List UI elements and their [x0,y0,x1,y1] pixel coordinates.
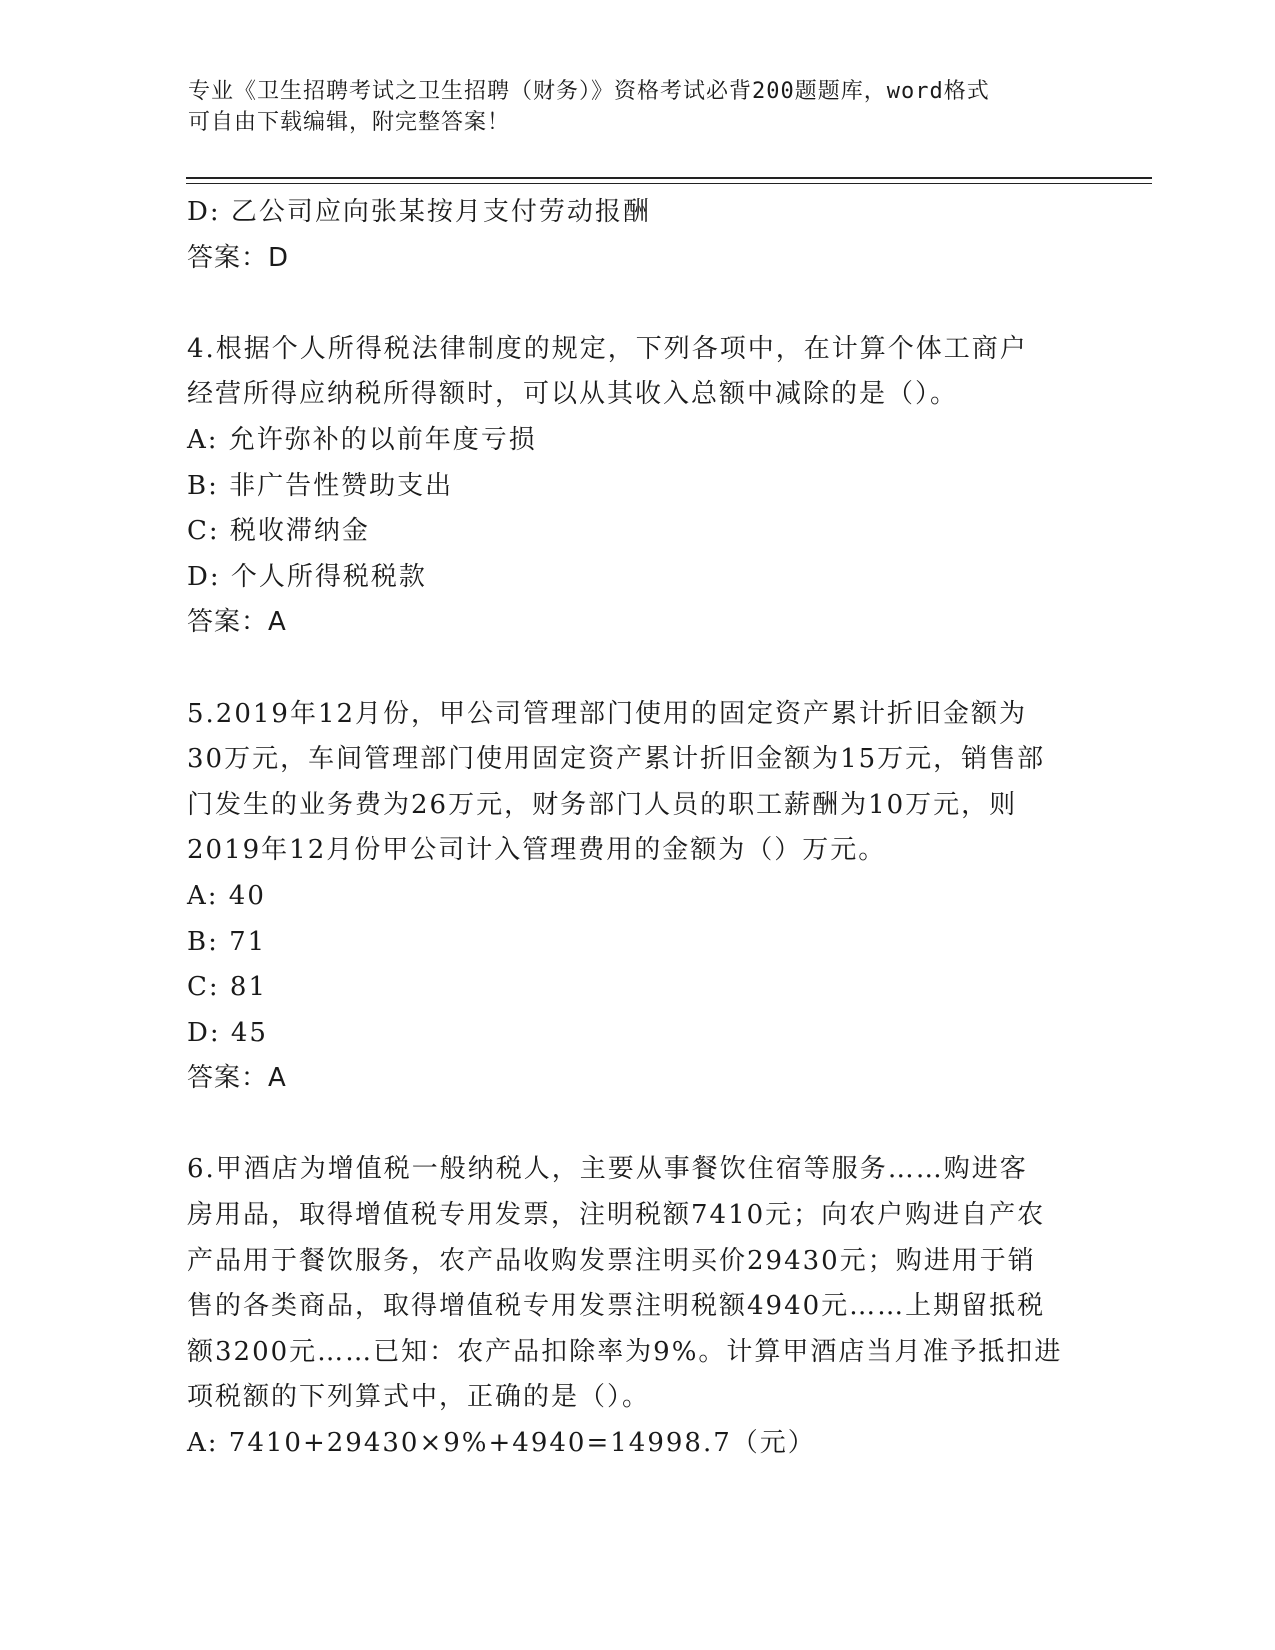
question-stem: 门发生的业务费为26万元，财务部门人员的职工薪酬为10万元，则 [187,789,1018,820]
question-stem: 6.甲酒店为增值税一般纳税人，主要从事餐饮住宿等服务……购进客 [187,1154,1028,1185]
header-title-line-1: 专业《卫生招聘考试之卫生招聘（财务）》资格考试必背200题题库，word格式 [188,79,990,104]
spacer [187,1102,1087,1148]
header-title-line-2: 可自由下载编辑，附完整答案！ [188,110,511,135]
option-b: B: 非广告性赞助支出 [187,470,454,501]
question-stem: 额3200元……已知：农产品扣除率为9%。计算甲酒店当月准予抵扣进 [187,1336,1063,1367]
question-5 [187,692,1087,1102]
option-d: D: 个人所得税税款 [187,561,427,592]
header-divider-thick [186,177,1152,179]
question-stem: 2019年12月份甲公司计入管理费用的金额为（）万元。 [187,835,887,866]
option-c: C: 税收滞纳金 [187,516,370,547]
option-a: A: 40 [187,880,266,911]
answer: 答案：A [187,607,287,638]
page-header [188,76,1088,138]
answer: 答案：A [187,1063,287,1094]
question-stem: 4.根据个人所得税法律制度的规定，下列各项中，在计算个体工商户 [187,333,1028,364]
option-d: D: 45 [187,1017,268,1048]
option-b: B: 71 [187,926,267,957]
option-c: C: 81 [187,972,268,1003]
header-divider-thin [186,183,1152,184]
question-content [187,190,1087,1467]
question-4 [187,327,1087,646]
question-stem: 30万元，车间管理部门使用固定资产累计折旧金额为15万元，销售部 [187,744,1046,775]
question-stem: 房用品，取得增值税专用发票，注明税额7410元；向农户购进自产农 [187,1200,1046,1231]
option-d: D: 乙公司应向张某按月支付劳动报酬 [187,197,651,227]
option-a: A: 允许弥补的以前年度亏损 [187,424,537,455]
question-stem: 项税额的下列算式中，正确的是（）。 [187,1382,651,1413]
answer: 答案：D [187,242,290,273]
spacer [187,646,1087,692]
question-stem: 产品用于餐饮服务，农产品收购发票注明买价29430元；购进用于销 [187,1245,1036,1276]
option-a: A: 7410+29430×9%+4940=14998.7（元） [187,1428,816,1459]
spacer [187,281,1087,327]
question-6 [187,1147,1087,1466]
question-3 [187,190,1087,281]
question-stem: 5.2019年12月份，甲公司管理部门使用的固定资产累计折旧金额为 [187,698,1028,729]
question-stem: 经营所得应纳税所得额时，可以从其收入总额中减除的是（）。 [187,379,959,410]
question-stem: 售的各类商品，取得增值税专用发票注明税额4940元……上期留抵税 [187,1291,1046,1322]
